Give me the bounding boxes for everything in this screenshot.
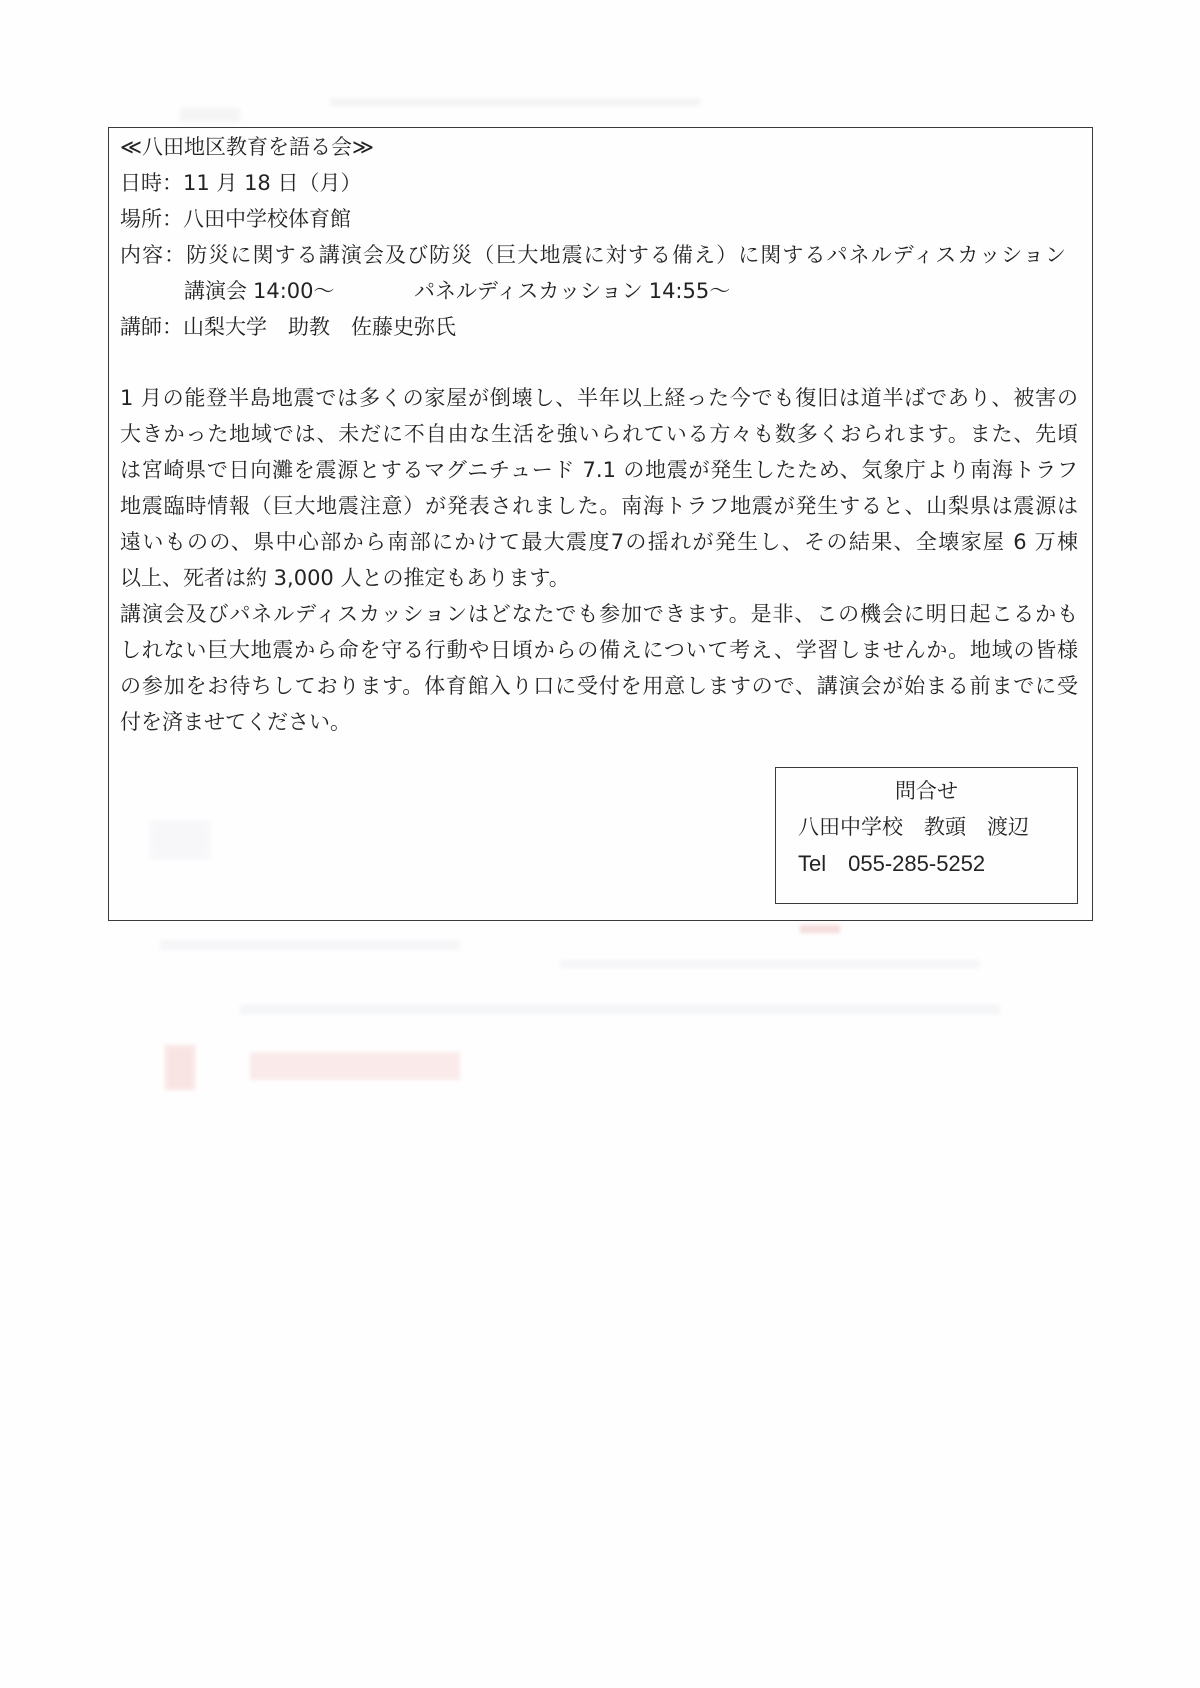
schedule-time: 14:00～ — [253, 279, 335, 303]
paragraph-line: 大きかった地域では、未だに不自由な生活を強いられている方々も数多くおられます。また、先頃 — [120, 422, 1078, 446]
paragraph-line: 1 月の能登半島地震では多くの家屋が倒壊し、半年以上経った今でも復旧は道半ばであり、被害の — [120, 386, 1078, 410]
paragraph-line: 遠いものの、県中心部から南部にかけて最大震度7の揺れが発生し、その結果、全壊家屋 6 万棟 — [120, 530, 1078, 554]
tel-label: Tel — [798, 851, 827, 876]
content-value: 防災に関する講演会及び防災（巨大地震に対する備え）に関するパネルディスカッション — [186, 243, 1067, 267]
event-lecturer — [120, 309, 456, 345]
contact-heading: 問合せ — [895, 779, 958, 803]
paragraph-line: 講演会及びパネルディスカッションはどなたでも参加できます。是非、この機会に明日起こるかも — [120, 602, 1078, 626]
bleed-through-mark — [250, 1052, 460, 1080]
lecturer-label: 講師： — [120, 315, 183, 339]
bleed-through-mark — [330, 98, 700, 106]
date-label: 日時： — [120, 171, 183, 195]
bleed-through-mark — [165, 1045, 195, 1090]
paragraph-line: 以上、死者は約 3,000 人との推定もあります。 — [120, 566, 570, 590]
schedule-name: パネルディスカッション — [414, 279, 643, 303]
content-label: 内容： — [120, 243, 187, 267]
contact-name: 八田中学校 教頭 渡辺 — [798, 815, 1029, 839]
contact-box — [775, 767, 1078, 904]
paragraph-line: は宮崎県で日向灘を震源とするマグニチュード 7.1 の地震が発生したため、気象庁より南海トラフ — [120, 458, 1078, 482]
bleed-through-mark — [240, 1005, 1000, 1014]
lecturer-value: 山梨大学 助教 佐藤史弥氏 — [183, 315, 456, 339]
paragraph-line: の参加をお待ちしております。体育館入り口に受付を用意しますので、講演会が始まる前までに受 — [120, 674, 1078, 698]
event-date — [120, 165, 361, 201]
schedule-name: 講演会 — [184, 279, 247, 303]
event-place — [120, 201, 351, 237]
place-value: 八田中学校体育館 — [183, 207, 351, 231]
bleed-through-mark — [560, 960, 980, 968]
bleed-through-mark — [160, 940, 460, 950]
contact-phone — [798, 846, 985, 882]
bleed-through-mark — [800, 925, 840, 933]
schedule-panel — [414, 273, 730, 309]
event-title: ≪八田地区教育を語る会≫ — [120, 135, 374, 159]
schedule-lecture — [184, 273, 335, 309]
event-content — [120, 237, 1066, 273]
date-value: 11 月 18 日（月） — [183, 171, 362, 195]
paragraph-line: 地震臨時情報（巨大地震注意）が発表されました。南海トラフ地震が発生すると、山梨県は震源は — [120, 494, 1078, 518]
place-label: 場所： — [120, 207, 183, 231]
schedule-time: 14:55～ — [648, 279, 731, 303]
bleed-through-mark — [180, 108, 240, 122]
paragraph-line: しれない巨大地震から命を守る行動や日頃からの備えについて考え、学習しませんか。地域の皆様 — [120, 638, 1078, 662]
notice-box — [108, 127, 1093, 921]
paragraph-line: 付を済ませてください。 — [120, 710, 351, 734]
tel-number: 055-285-5252 — [848, 851, 986, 876]
